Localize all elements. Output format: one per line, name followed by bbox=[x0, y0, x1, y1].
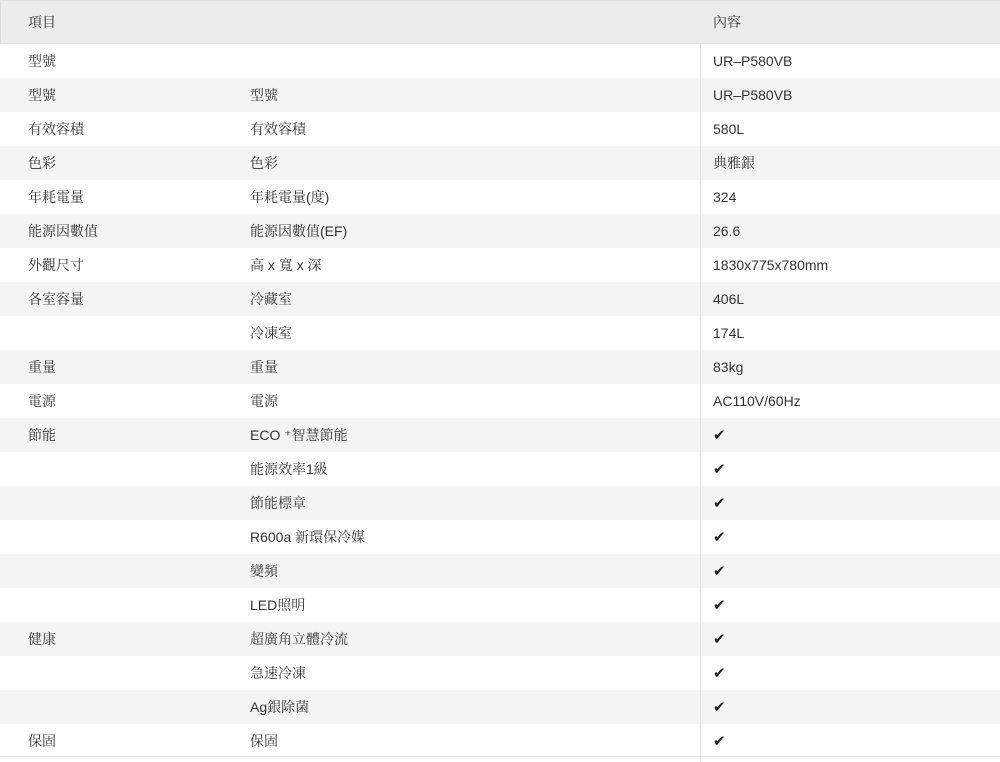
table-row bbox=[0, 214, 1000, 248]
row-subitem: 高 x 寬 x 深 bbox=[250, 257, 322, 273]
table-row bbox=[0, 554, 1000, 588]
row-subitem: 型號 bbox=[250, 87, 278, 103]
row-subitem: 冷凍室 bbox=[250, 325, 292, 341]
row-subitem: 年耗電量(度) bbox=[250, 189, 330, 205]
row-subitem: 能源效率1級 bbox=[250, 461, 328, 477]
table-row bbox=[0, 690, 1000, 724]
table-row bbox=[0, 486, 1000, 520]
row-subitem: 冷藏室 bbox=[250, 291, 292, 307]
row-value: 324 bbox=[713, 189, 737, 205]
row-category: 重量 bbox=[28, 359, 56, 375]
row-subitem: 節能標章 bbox=[250, 495, 306, 511]
row-subitem: R600a 新環保冷媒 bbox=[250, 529, 366, 545]
row-subitem: 變頻 bbox=[250, 563, 278, 579]
check-icon: ✔ bbox=[713, 596, 726, 614]
row-value: 580L bbox=[713, 121, 745, 137]
row-category: 有效容積 bbox=[28, 121, 84, 137]
row-category: 型號 bbox=[28, 53, 56, 69]
row-subitem: 色彩 bbox=[250, 155, 278, 171]
check-icon: ✔ bbox=[713, 630, 726, 648]
row-category: 電源 bbox=[28, 393, 56, 409]
row-category: 保固 bbox=[28, 733, 56, 749]
table-row bbox=[0, 350, 1000, 384]
table-row bbox=[0, 146, 1000, 180]
header-item-label: 項目 bbox=[28, 14, 56, 30]
table-bottom-border bbox=[0, 756, 1000, 757]
row-value: 83kg bbox=[713, 359, 744, 375]
table-row bbox=[0, 316, 1000, 350]
row-value: 26.6 bbox=[713, 223, 741, 239]
row-subitem: 能源因數值(EF) bbox=[250, 223, 348, 239]
check-icon: ✔ bbox=[713, 528, 726, 546]
check-icon: ✔ bbox=[713, 494, 726, 512]
row-value: 174L bbox=[713, 325, 745, 341]
check-icon: ✔ bbox=[713, 460, 726, 478]
table-row bbox=[0, 44, 1000, 78]
check-icon: ✔ bbox=[713, 732, 726, 750]
table-row bbox=[0, 384, 1000, 418]
check-icon: ✔ bbox=[713, 562, 726, 580]
row-category: 能源因數值 bbox=[28, 223, 98, 239]
row-category: 型號 bbox=[28, 87, 56, 103]
table-row bbox=[0, 248, 1000, 282]
table-row bbox=[0, 282, 1000, 316]
row-value: UR–P580VB bbox=[713, 87, 793, 103]
table-row bbox=[0, 622, 1000, 656]
table-row bbox=[0, 452, 1000, 486]
row-category: 年耗電量 bbox=[28, 189, 84, 205]
row-category: 各室容量 bbox=[28, 291, 84, 307]
table-row bbox=[0, 112, 1000, 146]
row-subitem: 重量 bbox=[250, 359, 278, 375]
check-icon: ✔ bbox=[713, 664, 726, 682]
row-category: 節能 bbox=[28, 427, 56, 443]
check-icon: ✔ bbox=[713, 698, 726, 716]
check-icon: ✔ bbox=[713, 426, 726, 444]
table-row bbox=[0, 588, 1000, 622]
row-category: 外觀尺寸 bbox=[28, 257, 84, 273]
table-body bbox=[0, 44, 1000, 758]
table-row bbox=[0, 724, 1000, 758]
row-subitem: LED照明 bbox=[250, 597, 306, 613]
row-subitem: 電源 bbox=[250, 393, 278, 409]
header-border bbox=[0, 1, 1, 45]
row-subitem: 有效容積 bbox=[250, 121, 306, 137]
row-category: 健康 bbox=[28, 631, 56, 647]
table-header bbox=[0, 0, 1000, 44]
row-subitem: 急速冷凍 bbox=[250, 665, 306, 681]
row-subitem: 超廣角立體冷流 bbox=[250, 631, 348, 647]
table-row bbox=[0, 656, 1000, 690]
table-row bbox=[0, 180, 1000, 214]
row-category: 色彩 bbox=[28, 155, 56, 171]
row-value: 406L bbox=[713, 291, 745, 307]
row-value: UR–P580VB bbox=[713, 53, 793, 69]
row-value: AC110V/60Hz bbox=[713, 393, 801, 409]
table-row bbox=[0, 78, 1000, 112]
table-row bbox=[0, 520, 1000, 554]
column-divider bbox=[700, 44, 701, 762]
header-content-label: 內容 bbox=[713, 14, 741, 30]
row-subitem: Ag銀除菌 bbox=[250, 699, 310, 715]
row-subitem: ECO ⁺智慧節能 bbox=[250, 427, 348, 443]
row-value: 1830x775x780mm bbox=[713, 257, 829, 273]
row-subitem: 保固 bbox=[250, 733, 278, 749]
row-value: 典雅銀 bbox=[713, 155, 755, 171]
table-row bbox=[0, 418, 1000, 452]
